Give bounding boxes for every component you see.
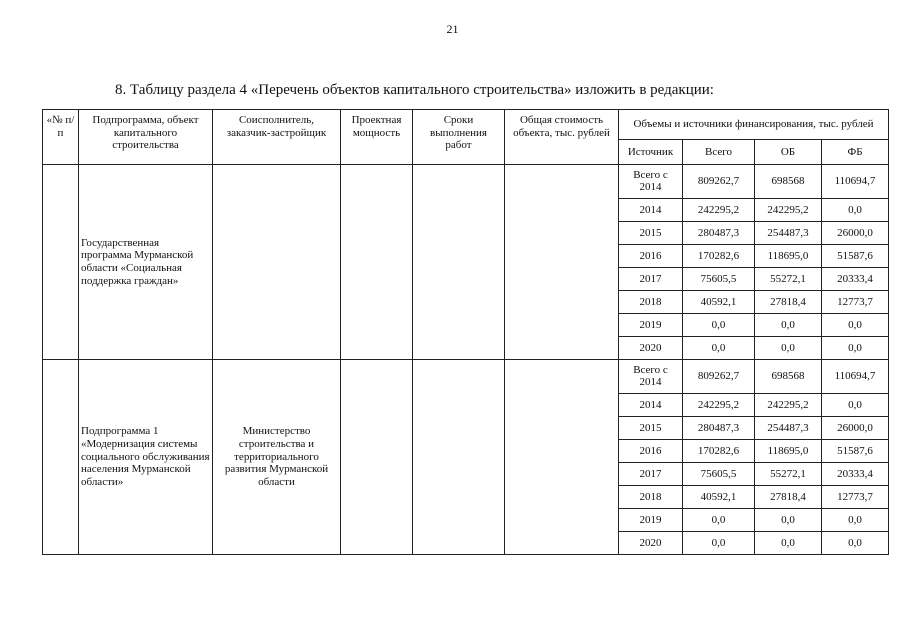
cell-ob: 254487,3 [755, 417, 822, 440]
cell-source: 2020 [619, 337, 683, 360]
cell-fb: 51587,6 [822, 440, 889, 463]
cell-total: 170282,6 [683, 440, 755, 463]
cell-source: 2016 [619, 245, 683, 268]
cost-cell [505, 360, 619, 555]
cell-source: Всего с 2014 [619, 360, 683, 394]
cell-source: 2018 [619, 486, 683, 509]
row-num-cell [43, 165, 79, 360]
header-terms: Сроки выполнения работ [413, 110, 505, 165]
cell-ob: 242295,2 [755, 394, 822, 417]
row-num-cell [43, 360, 79, 555]
header-fb: ФБ [822, 140, 889, 165]
header-subprogram: Подпрограмма, объект капитального строительства [79, 110, 213, 165]
executor-name: Министерство строительства и территориального развития Мурманской области [213, 360, 341, 555]
cell-ob: 242295,2 [755, 199, 822, 222]
cell-ob: 118695,0 [755, 245, 822, 268]
cell-total: 40592,1 [683, 291, 755, 314]
cell-fb: 51587,6 [822, 245, 889, 268]
cell-fb: 12773,7 [822, 291, 889, 314]
cell-total: 0,0 [683, 314, 755, 337]
terms-cell [413, 165, 505, 360]
subprogram-name: Государственная программа Мурманской области «Социальная поддержка граждан» [79, 165, 213, 360]
cell-ob: 0,0 [755, 314, 822, 337]
cell-total: 242295,2 [683, 199, 755, 222]
header-executor: Соисполнитель, заказчик-застройщик [213, 110, 341, 165]
cell-fb: 0,0 [822, 199, 889, 222]
cell-total: 242295,2 [683, 394, 755, 417]
cost-cell [505, 165, 619, 360]
cell-total: 0,0 [683, 509, 755, 532]
cell-source: 2015 [619, 222, 683, 245]
cell-fb: 110694,7 [822, 360, 889, 394]
cell-ob: 27818,4 [755, 486, 822, 509]
cell-ob: 254487,3 [755, 222, 822, 245]
section-heading: 8. Таблицу раздела 4 «Перечень объектов капитального строительства» изложить в редакции: [115, 82, 714, 98]
cell-source: 2016 [619, 440, 683, 463]
cell-total: 75605,5 [683, 463, 755, 486]
header-capacity: Проектная мощность [341, 110, 413, 165]
cell-total: 170282,6 [683, 245, 755, 268]
table-row [43, 165, 889, 199]
cell-source: 2017 [619, 463, 683, 486]
cell-ob: 0,0 [755, 509, 822, 532]
cell-source: 2018 [619, 291, 683, 314]
header-cost: Общая стоимость объекта, тыс. рублей [505, 110, 619, 165]
cell-source: 2015 [619, 417, 683, 440]
table-row [43, 360, 889, 394]
table-body [43, 165, 889, 555]
cell-fb: 0,0 [822, 532, 889, 555]
cell-fb: 0,0 [822, 337, 889, 360]
cell-fb: 0,0 [822, 314, 889, 337]
cell-ob: 55272,1 [755, 463, 822, 486]
cell-source: Всего с 2014 [619, 165, 683, 199]
header-source: Источник [619, 140, 683, 165]
cell-source: 2014 [619, 394, 683, 417]
cell-fb: 26000,0 [822, 417, 889, 440]
executor-name [213, 165, 341, 360]
cell-ob: 698568 [755, 360, 822, 394]
cell-fb: 110694,7 [822, 165, 889, 199]
cell-total: 280487,3 [683, 222, 755, 245]
page-number: 21 [446, 22, 459, 36]
cell-fb: 20333,4 [822, 268, 889, 291]
subprogram-name: Подпрограмма 1 «Модернизация системы социального обслуживания населения Мурманской области» [79, 360, 213, 555]
header-financing: Объемы и источники финансирования, тыс. рублей [619, 110, 889, 140]
cell-ob: 55272,1 [755, 268, 822, 291]
cell-source: 2019 [619, 314, 683, 337]
cell-total: 809262,7 [683, 360, 755, 394]
capacity-cell [341, 360, 413, 555]
capital-construction-table [42, 109, 889, 555]
cell-source: 2019 [619, 509, 683, 532]
header-total: Всего [683, 140, 755, 165]
cell-source: 2020 [619, 532, 683, 555]
cell-total: 0,0 [683, 337, 755, 360]
cell-fb: 20333,4 [822, 463, 889, 486]
cell-ob: 0,0 [755, 532, 822, 555]
cell-fb: 26000,0 [822, 222, 889, 245]
header-ob: ОБ [755, 140, 822, 165]
cell-ob: 698568 [755, 165, 822, 199]
cell-ob: 118695,0 [755, 440, 822, 463]
cell-total: 75605,5 [683, 268, 755, 291]
header-num: «№ п/п [43, 110, 79, 165]
cell-ob: 0,0 [755, 337, 822, 360]
cell-fb: 0,0 [822, 394, 889, 417]
cell-source: 2014 [619, 199, 683, 222]
terms-cell [413, 360, 505, 555]
cell-total: 280487,3 [683, 417, 755, 440]
capacity-cell [341, 165, 413, 360]
cell-total: 809262,7 [683, 165, 755, 199]
cell-fb: 12773,7 [822, 486, 889, 509]
page-bottom-crop [0, 596, 905, 640]
cell-ob: 27818,4 [755, 291, 822, 314]
cell-total: 0,0 [683, 532, 755, 555]
cell-source: 2017 [619, 268, 683, 291]
cell-fb: 0,0 [822, 509, 889, 532]
cell-total: 40592,1 [683, 486, 755, 509]
